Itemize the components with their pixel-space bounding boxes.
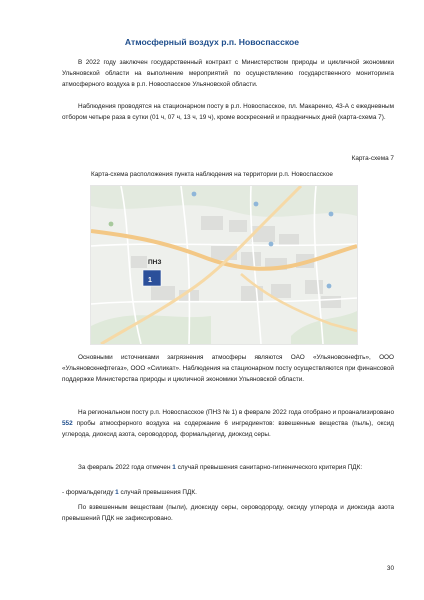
map-poi-icon: [109, 222, 114, 227]
map-poi-icon: [269, 242, 274, 247]
bullet-formaldehyde: [62, 487, 197, 498]
map-label: Карта-схема 7: [351, 155, 394, 162]
bullet-formaldehyde-text-b: случай превышения ПДК.: [118, 489, 197, 496]
map-poi-icon: [254, 202, 259, 207]
paragraph-sources: [62, 352, 394, 385]
station-label: ПНЗ: [148, 259, 162, 266]
paragraph-contract-text: В 2022 году заключен государственный контракт с Министерством природы и цикличной экономики Ульяновской области на выполнение мероприятий по осуществлению государственного мониторинга атмосферного воздуха в р.п. Новоспасское Ульяновской области.: [62, 59, 394, 88]
paragraph-exceedances: [62, 462, 394, 473]
map-poi-icon: [329, 212, 334, 217]
map-poi-icon: [192, 192, 197, 197]
paragraph-samples-text-a: На региональном посту р.п. Новоспасское (ПНЗ № 1) в феврале 2022 года отобрано и проанализировано: [78, 409, 394, 416]
map-caption: Карта-схема расположения пункта наблюдения на территории р.п. Новоспасское: [91, 171, 333, 178]
paragraph-contract: [62, 57, 394, 90]
station-number: 1: [148, 277, 152, 284]
bullet-formaldehyde-text-a: - формальдегиду: [62, 489, 116, 496]
station-marker-icon: [143, 270, 161, 286]
paragraph-sources-text: Основными источниками загрязнения атмосферы являются ОАО «Ульяновскнефть», ООО «Ульяновскнефтегаз», ООО «Силикат». Наблюдения на стационарном посту осуществляются при финансовой поддержке Министерства природы и цикличной экономики Ульяновской области.: [62, 354, 394, 383]
paragraph-exceedances-text-b: случай превышения санитарно-гигиенического критерия ПДК:: [175, 464, 363, 471]
paragraph-no-exceedances: [62, 502, 394, 524]
map-drawing: [91, 186, 357, 344]
exceedance-count: 1: [172, 464, 176, 471]
map-poi-icon: [327, 284, 332, 289]
page-title: Атмосферный воздух р.п. Новоспасское: [124, 37, 300, 47]
paragraph-no-exceedances-text: По взвешенным веществам (пыли), диоксиду серы, сероводороду, оксиду углерода и диоксида азота превышений ПДК не зафиксировано.: [62, 504, 394, 522]
page-number: 30: [386, 565, 394, 572]
paragraph-exceedances-text-a: За февраль 2022 года отмечен: [78, 464, 173, 471]
paragraph-samples-text-b: пробы атмосферного воздуха на содержание 6 ингредиентов: взвешенные вещества (пыль), оксид углерода, диоксид азота, сероводород, формальдегид, диоксид серы.: [62, 420, 394, 438]
formaldehyde-count: 1: [115, 489, 119, 496]
paragraph-samples: [62, 407, 394, 440]
paragraph-observations-text: Наблюдения проводятся на стационарном посту в р.п. Новоспасское, пл. Макаренко, 43-А с ежедневным отбором четыре раза в сутки (01 ч, 07 ч, 13 ч, 19 ч), кроме воскресений и праздничных дней (карта-схема 7).: [62, 103, 394, 121]
samples-count: 552: [62, 420, 73, 427]
station-map: [90, 185, 358, 345]
paragraph-observations: [62, 101, 394, 123]
